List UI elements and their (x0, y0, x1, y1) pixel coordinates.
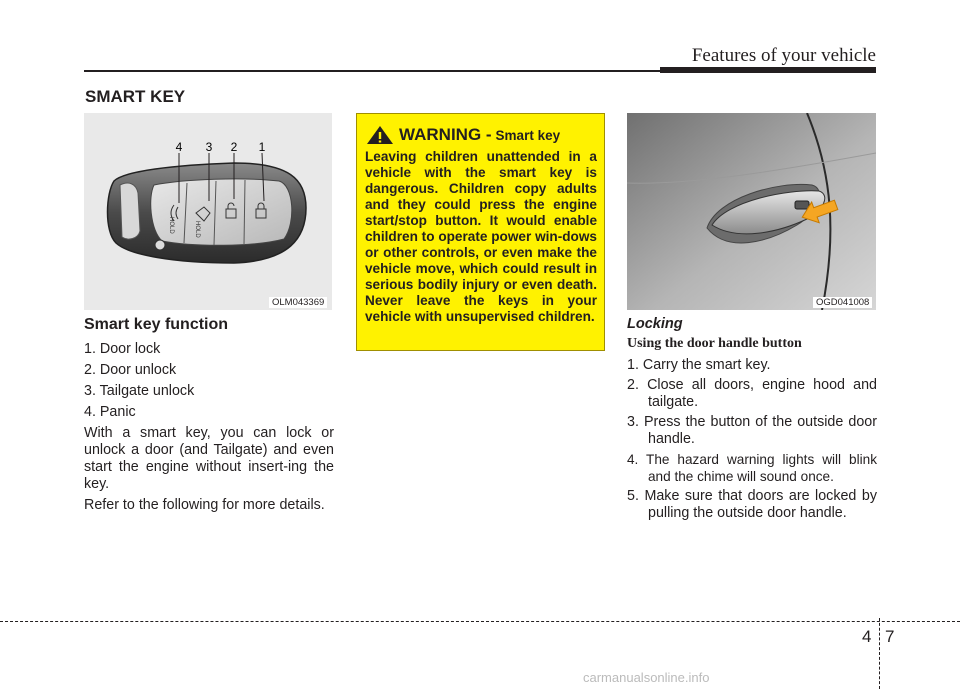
warning-subject: Smart key (495, 127, 561, 143)
door-handle-illustration (627, 113, 876, 310)
list-item: 4. Panic (84, 404, 136, 420)
callout-4: 4 (175, 140, 183, 154)
smart-key-function-title: Smart key function (84, 316, 229, 333)
section-title: SMART KEY (85, 87, 186, 106)
button-label-hold-2: HOLD (194, 221, 200, 238)
button-label-hold-1: HOLD (168, 217, 174, 234)
warning-triangle-icon (365, 124, 395, 146)
list-item: 2. Door unlock (84, 362, 177, 378)
header-rule (84, 70, 662, 72)
smart-key-illustration (84, 113, 332, 310)
warning-heading (365, 124, 597, 146)
door-handle-figure (627, 113, 876, 310)
list-item: 3. Tailgate unlock (84, 383, 195, 399)
callout-1: 1 (258, 140, 266, 154)
locking-title: Locking (627, 316, 683, 332)
locking-steps (627, 357, 877, 525)
locking-subtitle: Using the door handle button (627, 336, 802, 351)
smart-key-paragraph: Refer to the following for more details. (84, 497, 325, 513)
smart-key-paragraph: With a smart key, you can lock or unlock a door (and Tailgate) and even start the engine without insert-ing the key. (84, 425, 334, 492)
smart-key-function-list (84, 341, 334, 518)
warning-box (356, 113, 605, 351)
watermark: carmanualsonline.info (583, 670, 710, 685)
footer-dashed-rule (0, 621, 960, 622)
header-rule-thick (660, 67, 876, 73)
page-header-title: Features of your vehicle (691, 45, 876, 66)
list-item: 1. Door lock (84, 341, 161, 357)
callout-3: 3 (205, 140, 213, 154)
figure-code-right: OGD041008 (813, 297, 872, 308)
list-item: 2. Close all doors, engine hood and tailgate. (627, 377, 877, 410)
list-item: 3. Press the button of the outside door handle. (627, 414, 877, 447)
list-item: 4. The hazard warning lights will blink and the chime will sound once. (627, 452, 877, 484)
warning-text: Leaving children unattended in a vehicle with the smart key is dangerous. Children copy adults and they could press the engine start/stop button. It would enable children to operate power win-dows or other controls, or even make the vehicle move, which could result in serious bodily injury or even death. Never leave the keys in your vehicle with unsupervised children. (365, 149, 597, 324)
chapter-number: 4 (862, 627, 872, 646)
smart-key-figure (84, 113, 332, 310)
page-number: 7 (885, 627, 895, 646)
list-item: 5. Make sure that doors are locked by pulling the outside door handle. (627, 488, 877, 521)
footer-page-divider (879, 618, 880, 689)
warning-word: WARNING - (399, 125, 492, 144)
figure-code-left: OLM043369 (269, 297, 327, 308)
list-item: 1. Carry the smart key. (627, 357, 771, 373)
callout-2: 2 (230, 140, 238, 154)
